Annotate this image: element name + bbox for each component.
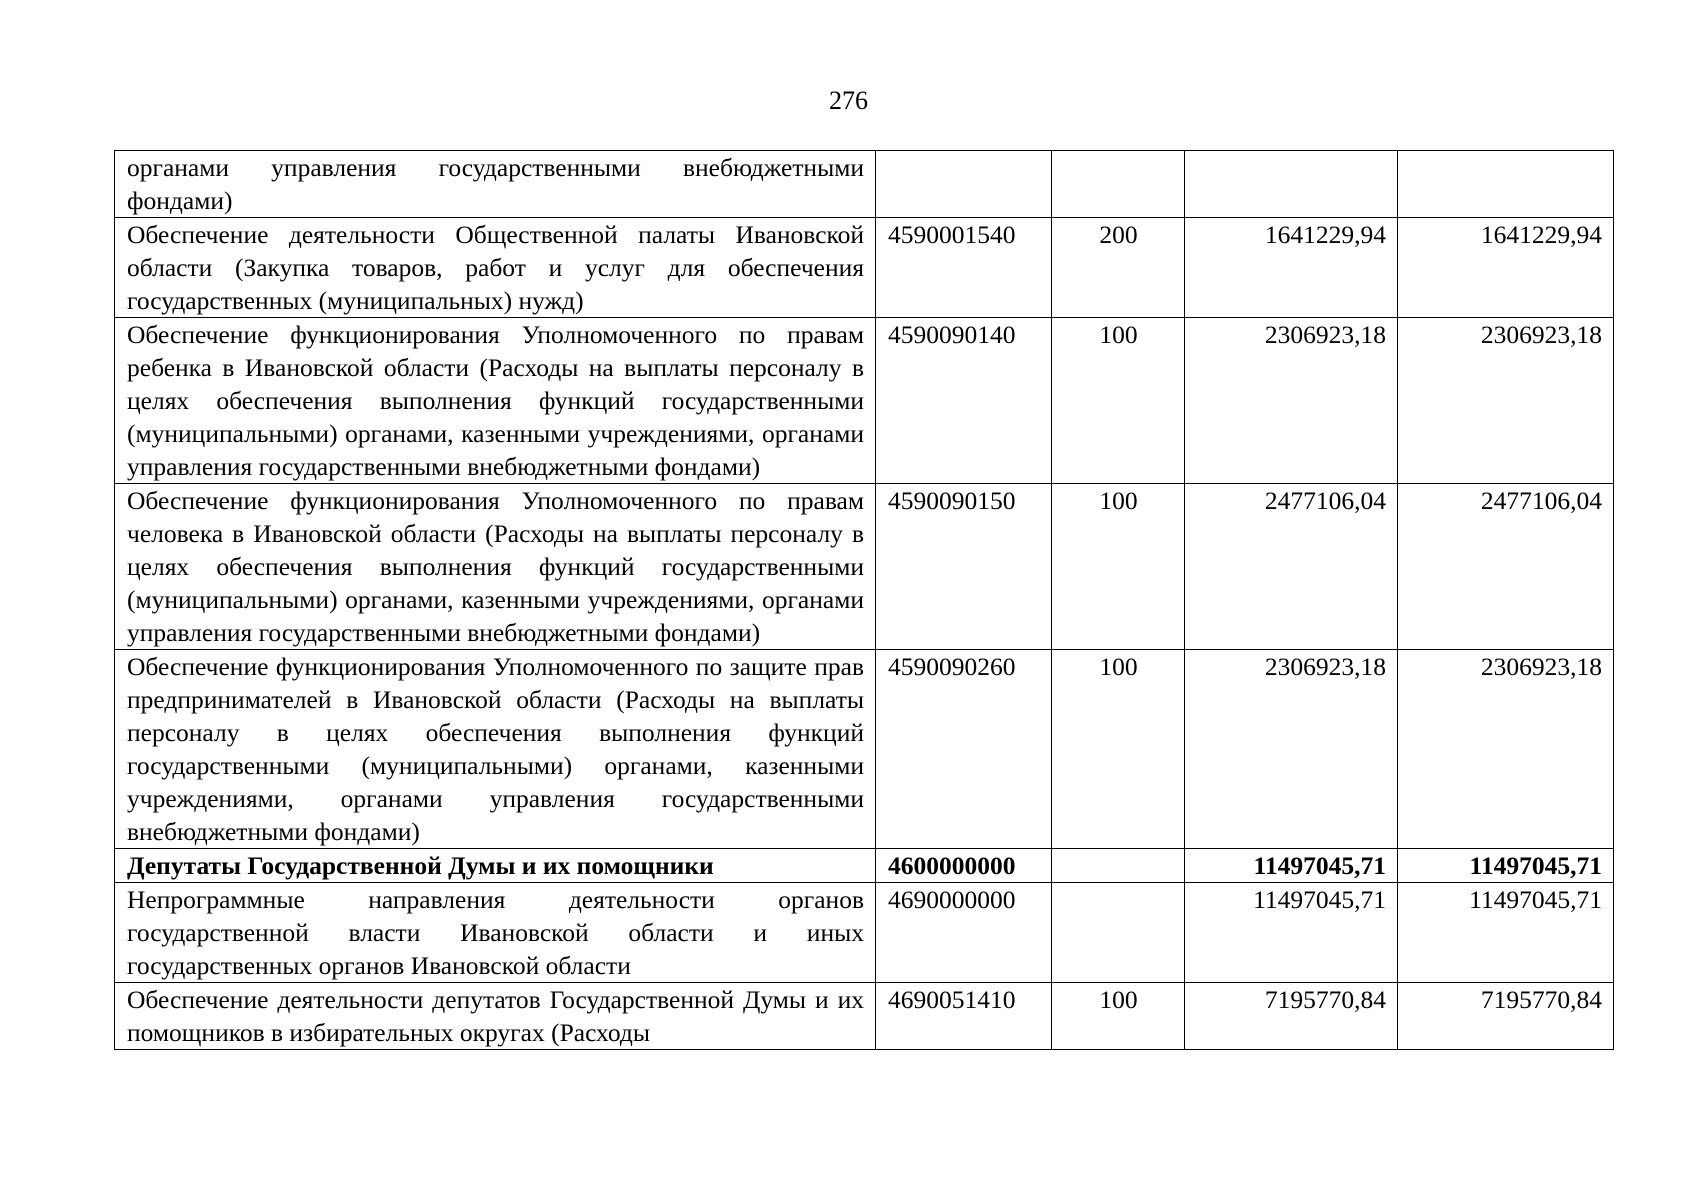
row-amount1-cell: 11497045,71: [1185, 883, 1398, 983]
row-amount2-cell: 2306923,18: [1398, 318, 1614, 484]
row-type-cell: 100: [1052, 318, 1185, 484]
row-amount1-cell: 2306923,18: [1185, 318, 1398, 484]
row-name-cell: органами управления государственными внебюджетными фондами): [115, 151, 876, 218]
row-name-cell: Непрограммные направления деятельности органов государственной власти Ивановской области и иных государственных органов Ивановской области: [115, 883, 876, 983]
row-amount1-cell: 2477106,04: [1185, 484, 1398, 650]
row-type-cell: 100: [1052, 983, 1185, 1050]
row-name-cell: Обеспечение деятельности депутатов Государственной Думы и их помощников в избирательных округах (Расходы: [115, 983, 876, 1050]
row-amount1-cell: [1185, 151, 1398, 218]
page-number: 276: [829, 86, 868, 115]
row-type-cell: 200: [1052, 218, 1185, 318]
row-code-cell: 4690051410: [876, 983, 1052, 1050]
row-type-cell: 100: [1052, 484, 1185, 650]
row-type-cell: [1052, 849, 1185, 883]
row-amount2-cell: 1641229,94: [1398, 218, 1614, 318]
row-amount2-cell: 2306923,18: [1398, 650, 1614, 849]
row-name-cell: Обеспечение функционирования Уполномоченного по правам человека в Ивановской области (Расходы на выплаты персоналу в целях обеспечения выполнения функций государственными (муниципальными) органами, казенными учреждениями, органами управления государственными внебюджетными фондами): [115, 484, 876, 650]
row-code-cell: 4590090140: [876, 318, 1052, 484]
row-code-cell: 4590001540: [876, 218, 1052, 318]
table-row: [115, 484, 1614, 650]
row-code-cell: 4600000000: [876, 849, 1052, 883]
row-type-cell: [1052, 883, 1185, 983]
row-code-cell: [876, 151, 1052, 218]
row-code-cell: 4590090260: [876, 650, 1052, 849]
row-amount2-cell: [1398, 151, 1614, 218]
row-amount1-cell: 2306923,18: [1185, 650, 1398, 849]
table-row: [115, 983, 1614, 1050]
row-type-cell: 100: [1052, 650, 1185, 849]
table-body: [115, 151, 1614, 1050]
row-amount2-cell: 7195770,84: [1398, 983, 1614, 1050]
table-row: [115, 650, 1614, 849]
row-name-cell: Обеспечение деятельности Общественной палаты Ивановской области (Закупка товаров, работ и услуг для обеспечения государственных (муниципальных) нужд): [115, 218, 876, 318]
table-row: [115, 151, 1614, 218]
row-amount2-cell: 11497045,71: [1398, 883, 1614, 983]
row-amount2-cell: 2477106,04: [1398, 484, 1614, 650]
row-amount2-cell: 11497045,71: [1398, 849, 1614, 883]
row-amount1-cell: 7195770,84: [1185, 983, 1398, 1050]
row-amount1-cell: 11497045,71: [1185, 849, 1398, 883]
row-name-cell: Обеспечение функционирования Уполномоченного по защите прав предпринимателей в Ивановской области (Расходы на выплаты персоналу в целях обеспечения выполнения функций государственными (муниципальными) органами, казенными учреждениями, органами управления государственными внебюджетными фондами): [115, 650, 876, 849]
row-name-cell: Обеспечение функционирования Уполномоченного по правам ребенка в Ивановской области (Расходы на выплаты персоналу в целях обеспечения выполнения функций государственными (муниципальными) органами, казенными учреждениями, органами управления государственными внебюджетными фондами): [115, 318, 876, 484]
row-code-cell: 4690000000: [876, 883, 1052, 983]
table-row: [115, 318, 1614, 484]
table-row-section-total: [115, 849, 1614, 883]
table-row: [115, 883, 1614, 983]
row-code-cell: 4590090150: [876, 484, 1052, 650]
budget-table: [114, 150, 1614, 1050]
row-amount1-cell: 1641229,94: [1185, 218, 1398, 318]
row-name-cell: Депутаты Государственной Думы и их помощники: [115, 849, 876, 883]
table-row: [115, 218, 1614, 318]
row-type-cell: [1052, 151, 1185, 218]
